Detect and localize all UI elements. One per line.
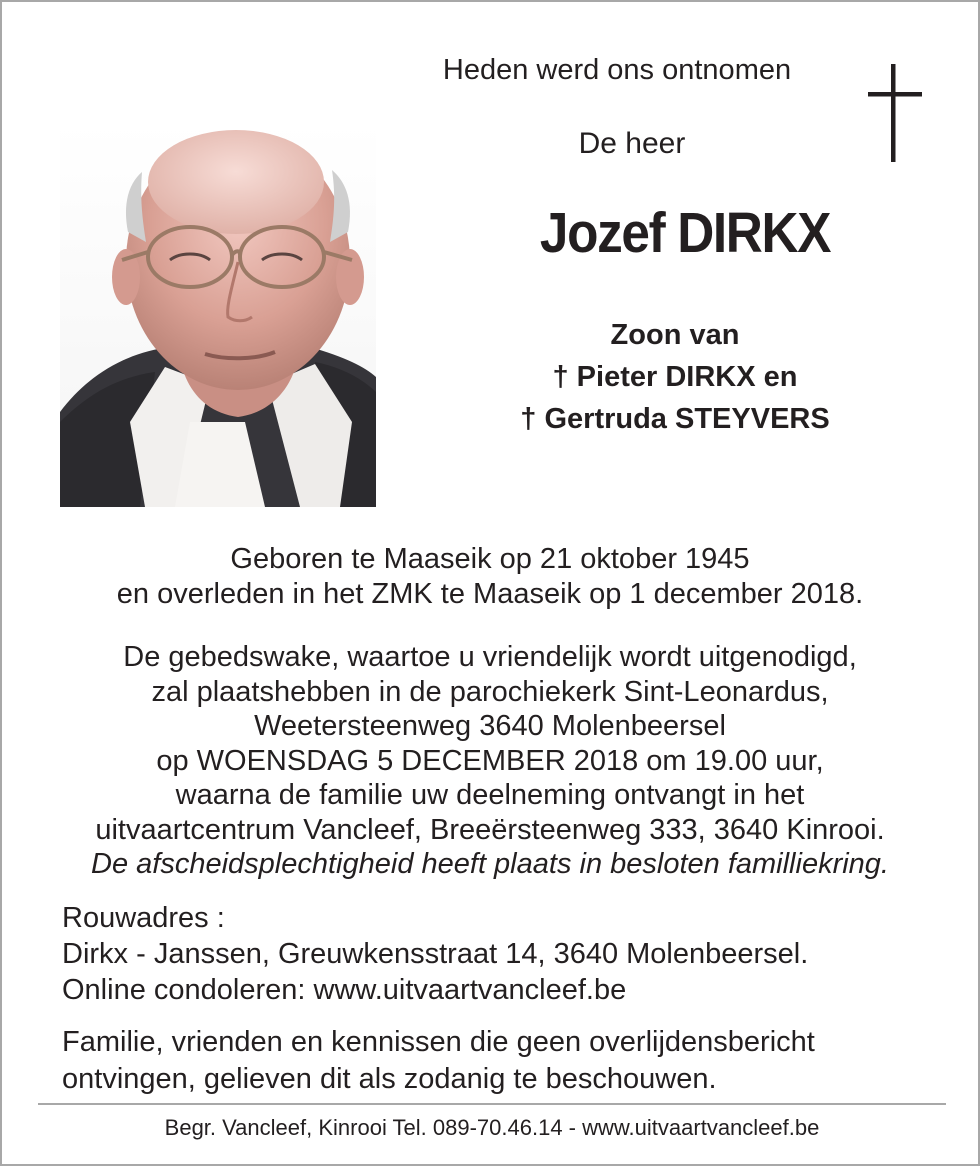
family-note — [62, 1024, 942, 1098]
family-note-line: ontvingen, gelieven dit als zodanig te beschouwen. — [62, 1063, 717, 1095]
wake-line: De gebedswake, waartoe u vriendelijk wordt uitgenodigd, — [123, 641, 857, 673]
parents-block — [442, 314, 908, 440]
cross-icon — [864, 64, 926, 162]
mourning-address — [62, 900, 942, 1008]
portrait-photo — [60, 122, 376, 507]
condolence-link: Online condoleren: www.uitvaartvancleef.be — [62, 974, 627, 1006]
wake-line: uitvaartcentrum Vancleef, Breeërsteenweg 333, 3640 Kinrooi. — [95, 813, 885, 846]
family-note-line: Familie, vrienden en kennissen die geen overlijdensbericht — [62, 1026, 815, 1058]
honorific: De heer — [578, 127, 686, 160]
death-line: en overleden in het ZMK te Maaseik op 1 december 2018. — [116, 577, 864, 610]
wake-line: op WOENSDAG 5 DECEMBER 2018 om 19.00 uur, — [156, 744, 824, 777]
wake-line: zal plaatshebben in de parochiekerk Sint-Leonardus, — [151, 675, 829, 708]
wake-line: Weetersteenweg 3640 Molenbeersel — [254, 710, 726, 742]
footer-divider — [38, 1103, 946, 1105]
birth-line: Geboren te Maaseik op 21 oktober 1945 — [230, 543, 750, 575]
father-name: † Pieter DIRKX en — [552, 361, 798, 393]
birth-death-text — [42, 542, 938, 611]
address-heading: Rouwadres : — [62, 902, 225, 934]
parents-heading: Zoon van — [610, 319, 740, 351]
funeral-home-footer: Begr. Vancleef, Kinrooi Tel. 089-70.46.14 - www.uitvaartvancleef.be — [164, 1115, 820, 1140]
wake-line: waarna de familie uw deelneming ontvangt in het — [175, 779, 805, 811]
private-ceremony-note: De afscheidsplechtigheid heeft plaats in besloten familliekring. — [91, 848, 889, 880]
address-line: Dirkx - Janssen, Greuwkensstraat 14, 3640 Molenbeersel. — [62, 938, 809, 970]
mother-name: † Gertruda STEYVERS — [520, 403, 830, 435]
wake-text — [42, 640, 938, 882]
intro-text: Heden werd ons ontnomen — [442, 54, 792, 86]
deceased-name: Jozef DIRKX — [539, 201, 831, 265]
